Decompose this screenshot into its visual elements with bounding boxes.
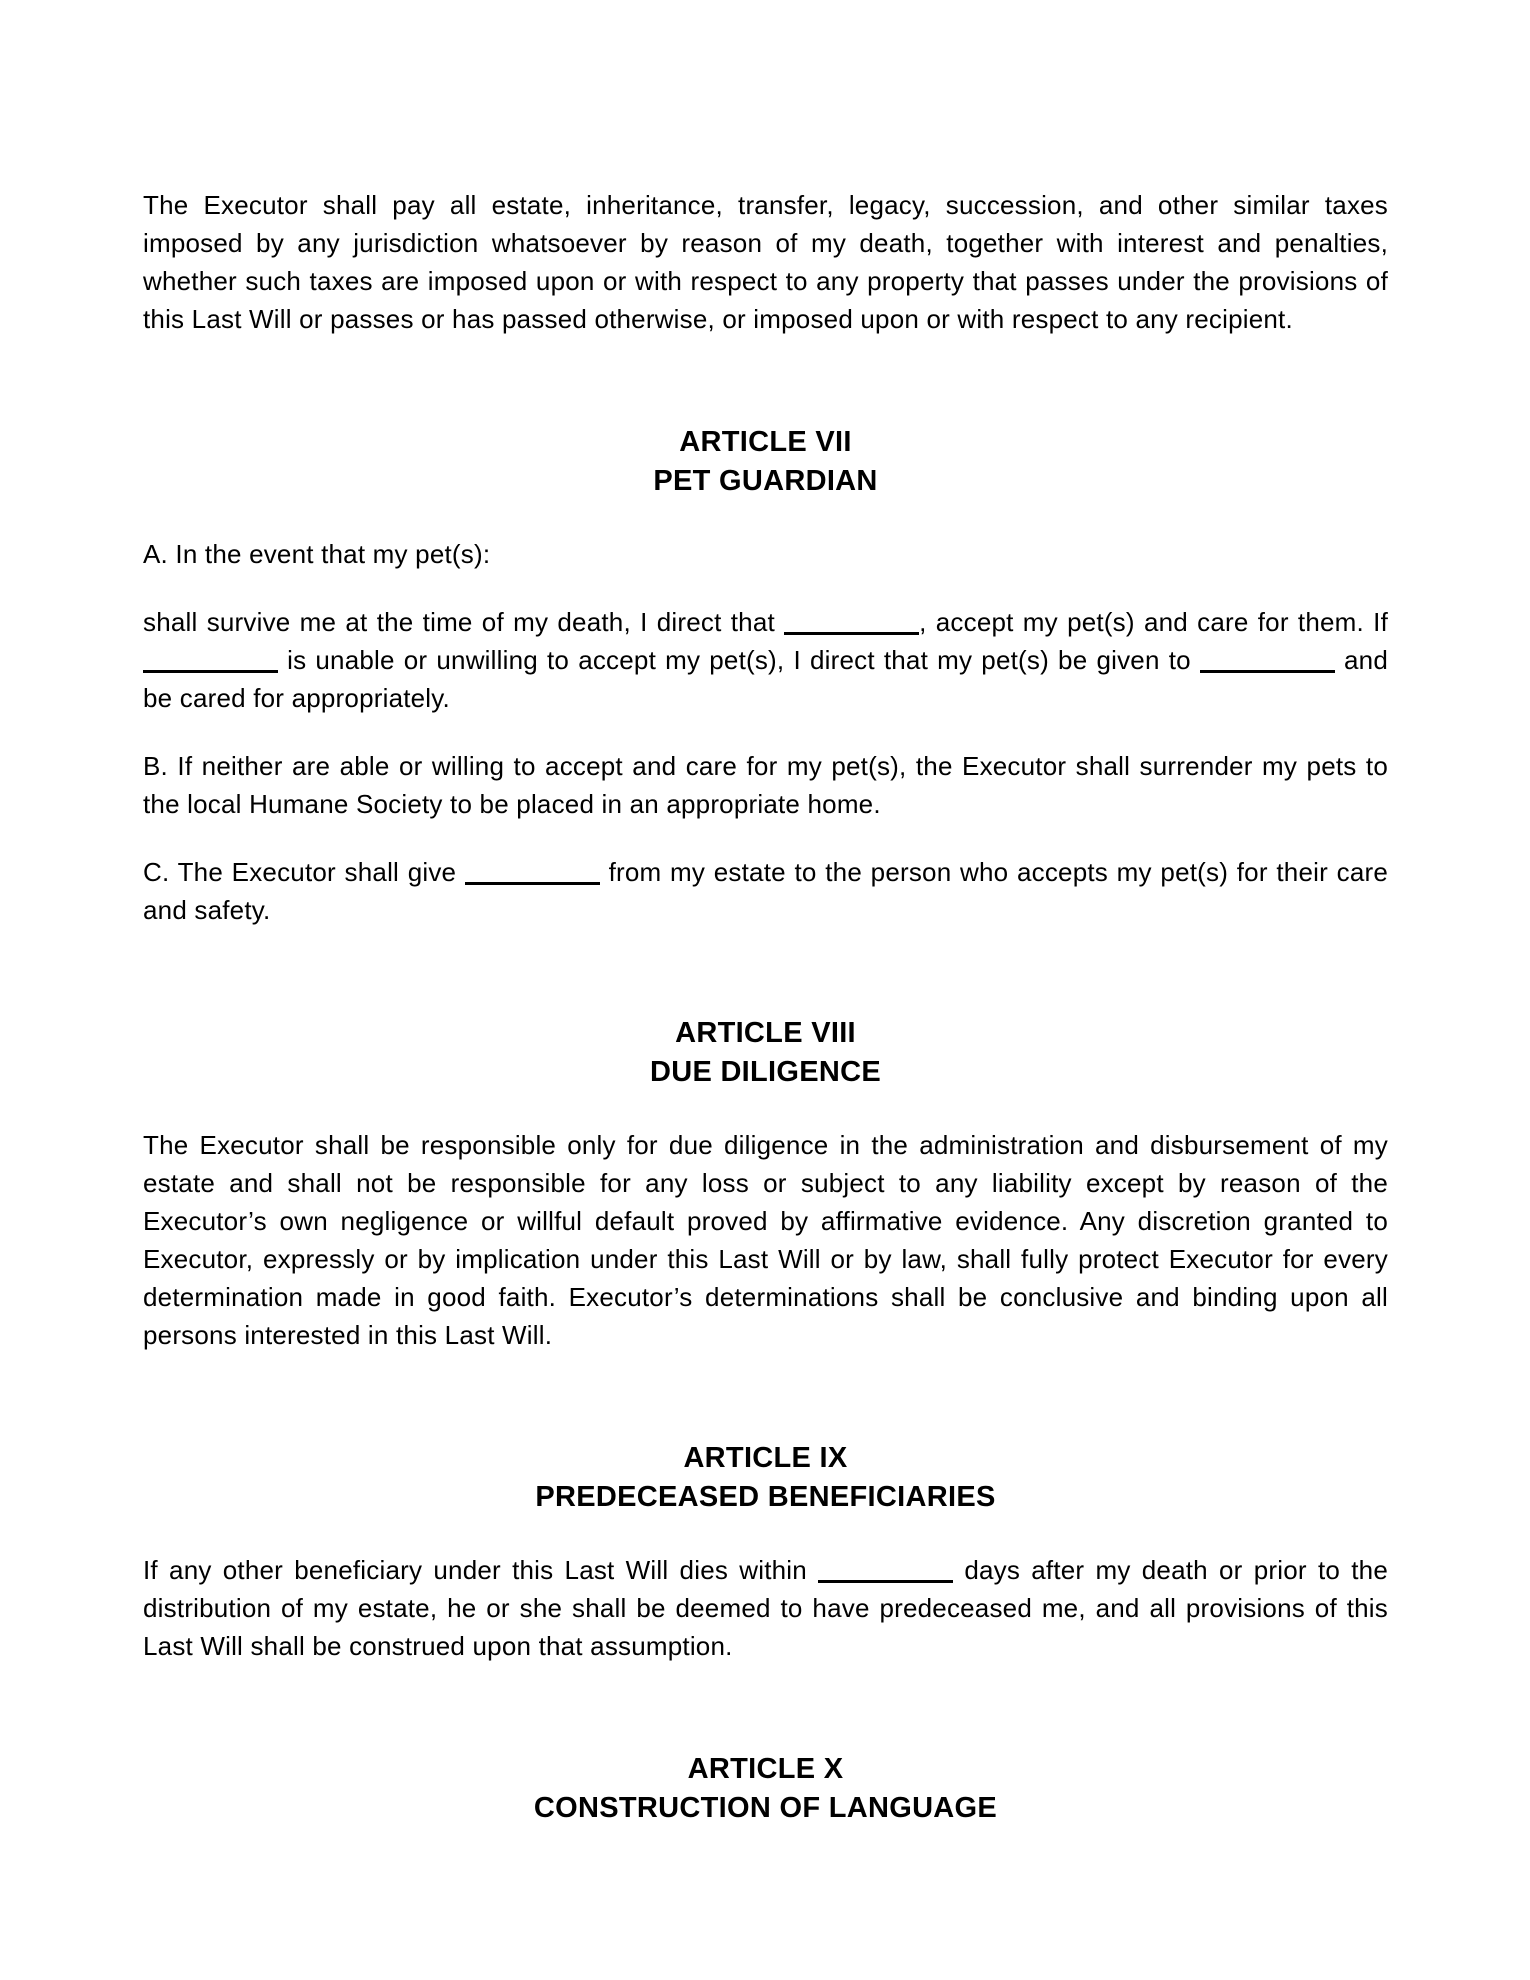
blank-field — [465, 882, 600, 885]
pet-clause-a-text: shall survive me at the time of my death, I direct that , accept my pet(s) and care for them. If is unable or unwilling to accept my pet(s), I direct that my pet(s) be given to and be cared for appropriately. — [143, 607, 1389, 713]
article-x-heading — [143, 1750, 1388, 1828]
pet-clause-b-text: B. If neither are able or willing to accept and care for my pet(s), the Executor shall surrender my pets to the local Humane Society to be placed in an appropriate home. — [143, 751, 1388, 819]
pet-clause-a-intro: A. In the event that my pet(s): — [143, 539, 491, 569]
article-vii-subtitle: PET GUARDIAN — [653, 465, 878, 497]
article-vii-heading — [143, 423, 1388, 501]
estate-taxes-paragraph: The Executor shall pay all estate, inheritance, transfer, legacy, succession, and other similar taxes imposed by any jurisdiction whatsoever by reason of my death, together with interest and penalties, whether such taxes are imposed upon or with respect to any property that passes under the provisions of this Last Will or passes or has passed otherwise, or imposed upon or with respect to any recipient. — [143, 190, 1388, 334]
article-x-subtitle: CONSTRUCTION OF LANGUAGE — [533, 1792, 998, 1824]
article-viii-heading — [143, 1014, 1388, 1092]
article-ix-title: ARTICLE IX — [683, 1442, 848, 1474]
article-viii-title: ARTICLE VIII — [675, 1017, 856, 1049]
predeceased-beneficiaries-paragraph: If any other beneficiary under this Last Will dies within days after my death or prior to the distribution of my estate, he or she shall be deemed to have predeceased me, and all provisions of this Last Will shall be construed upon that assumption. — [143, 1555, 1388, 1661]
article-ix-subtitle: PREDECEASED BENEFICIARIES — [535, 1481, 996, 1513]
article-viii-subtitle: DUE DILIGENCE — [649, 1056, 882, 1088]
article-x-title: ARTICLE X — [687, 1753, 844, 1785]
pet-clause-c-text: C. The Executor shall give from my estate to the person who accepts my pet(s) for their care and safety. — [143, 857, 1388, 925]
blank-field — [1200, 670, 1335, 673]
article-vii-title: ARTICLE VII — [679, 426, 852, 458]
article-ix-heading — [143, 1439, 1388, 1517]
blank-field — [818, 1580, 953, 1583]
blank-field — [784, 632, 919, 635]
due-diligence-paragraph: The Executor shall be responsible only for due diligence in the administration and disbursement of my estate and shall not be responsible for any loss or subject to any liability except by reason of the Executor’s own negligence or willful default proved by affirmative evidence. Any discretion granted to Executor, expressly or by implication under this Last Will or by law, shall fully protect Executor for every determination made in good faith. Executor’s determinations shall be conclusive and binding upon all persons interested in this Last Will. — [143, 1130, 1388, 1350]
blank-field — [143, 670, 278, 673]
